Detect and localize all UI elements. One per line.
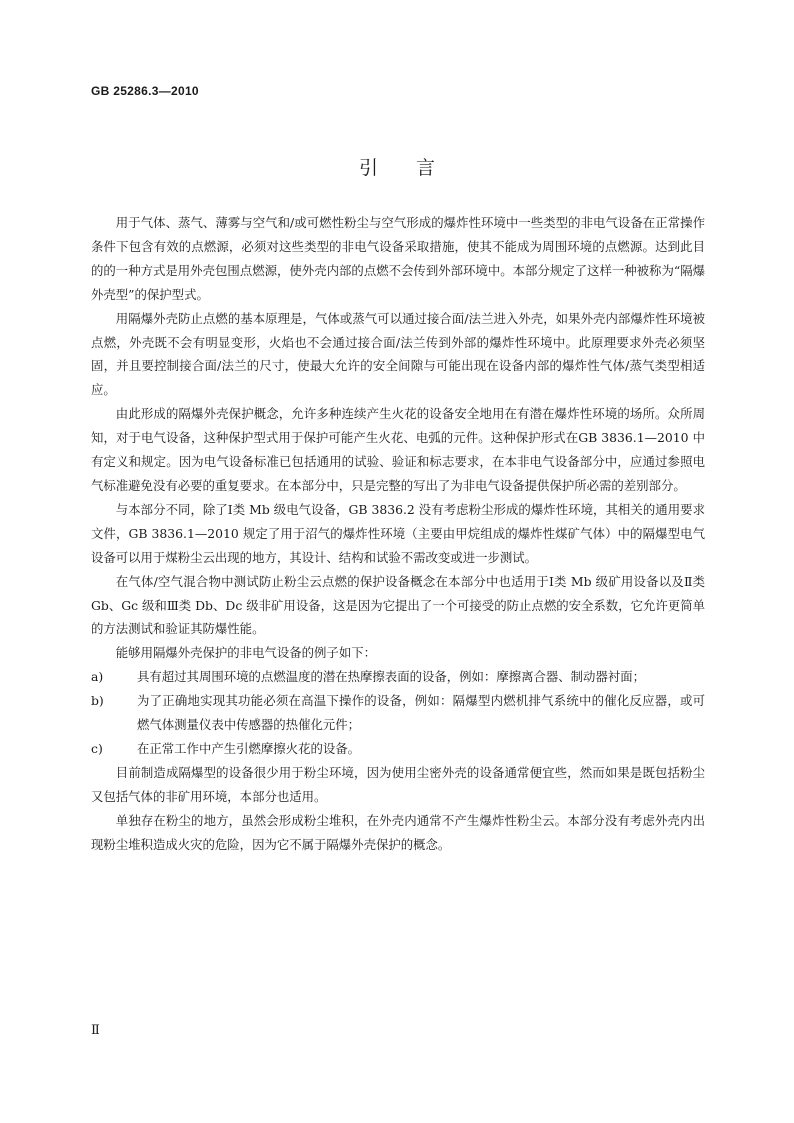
page-title: 引言 (358, 157, 473, 179)
paragraph: 与本部分不同，除了Ⅰ类 Mb 级电气设备，GB 3836.2 没有考虑粉尘形成的爆炸性环境，其相关的通用要求文件，GB 3836.1—2010 规定了用于沼气的爆炸性环境（主要由甲烷组成的爆炸性煤矿气体）中的隔爆型电气设备可以用于煤粉尘云出现的地方，其设计、结构和试验不需改变或进一步测试。 (91, 501, 705, 565)
list-item-text: 为了正确地实现其功能必须在高温下操作的设备，例如：隔爆型内燃机排气系统中的催化反应器，或可燃气体测量仪表中传感器的热催化元件； (137, 693, 705, 733)
paragraph: 由此形成的隔爆外壳保护概念，允许多种连续产生火花的设备安全地用在有潜在爆炸性环境的场所。众所周知，对于电气设备，这种保护型式用于保护可能产生火花、电弧的元件。这种保护形式在GB 3836.1—2010 中有定义和规定。因为电气设备标准已包括通用的试验、验证和标志要求，在本非电气设备部分中，应通过参照电气标准避免没有必要的重复要求。在本部分中，只是完整的写出了为非电气设备提供保护所必需的差别部分。 (91, 406, 705, 493)
page-number: Ⅱ (91, 1023, 100, 1038)
document-body (91, 211, 705, 856)
list-item-mark: b) (91, 693, 104, 709)
list-item-text: 具有超过其周围环境的点燃温度的潜在热摩擦表面的设备，例如：摩擦离合器、制动器衬面； (137, 669, 646, 685)
paragraph: 在气体/空气混合物中测试防止粉尘云点燃的保护设备概念在本部分中也适用于Ⅰ类 Mb 级矿用设备以及Ⅱ类 Gb、Gc 级和Ⅲ类 Db、Dc 级非矿用设备，这是因为它提出了一个可接受的防止点燃的安全系数，它允许更简单的方法测试和验证其防爆性能。 (91, 573, 705, 637)
paragraph: 单独存在粉尘的地方，虽然会形成粉尘堆积，在外壳内通常不产生爆炸性粉尘云。本部分没有考虑外壳内出现粉尘堆积造成火灾的危险，因为它不属于隔爆外壳保护的概念。 (91, 812, 705, 852)
list-item (91, 665, 705, 689)
paragraph: 用于气体、蒸气、薄雾与空气和/或可燃性粉尘与空气形成的爆炸性环境中一些类型的非电气设备在正常操作条件下包含有效的点燃源，必须对这些类型的非电气设备采取措施，使其不能成为周围环境的点燃源。达到此目的的一种方式是用外壳包围点燃源，使外壳内部的点燃不会传到外部环境中。本部分规定了这样一种被称为“隔爆外壳型”的保护型式。 (91, 215, 705, 302)
paragraph: 能够用隔爆外壳保护的非电气设备的例子如下： (115, 645, 376, 661)
list-item-mark: a) (91, 669, 104, 685)
list-item-text: 在正常工作中产生引燃摩擦火花的设备。 (137, 740, 361, 756)
standard-number: GB 25286.3—2010 (91, 84, 199, 98)
paragraph: 目前制造成隔爆型的设备很少用于粉尘环境，因为使用尘密外壳的设备通常便宜些，然而如果是既包括粉尘又包括气体的非矿用环境，本部分也适用。 (91, 764, 705, 804)
list-item-mark: c) (91, 740, 103, 756)
paragraph: 用隔爆外壳防止点燃的基本原理是，气体或蒸气可以通过接合面/法兰进入外壳，如果外壳内部爆炸性环境被点燃，外壳既不会有明显变形，火焰也不会通过接合面/法兰传到外部的爆炸性环境中。此原理要求外壳必须坚固，并且要控制接合面/法兰的尺寸，使最大允许的安全间隙与可能出现在设备内部的爆炸性气体/蒸气类型相适应。 (91, 310, 705, 398)
list-item (91, 689, 705, 737)
list-item (91, 737, 705, 761)
